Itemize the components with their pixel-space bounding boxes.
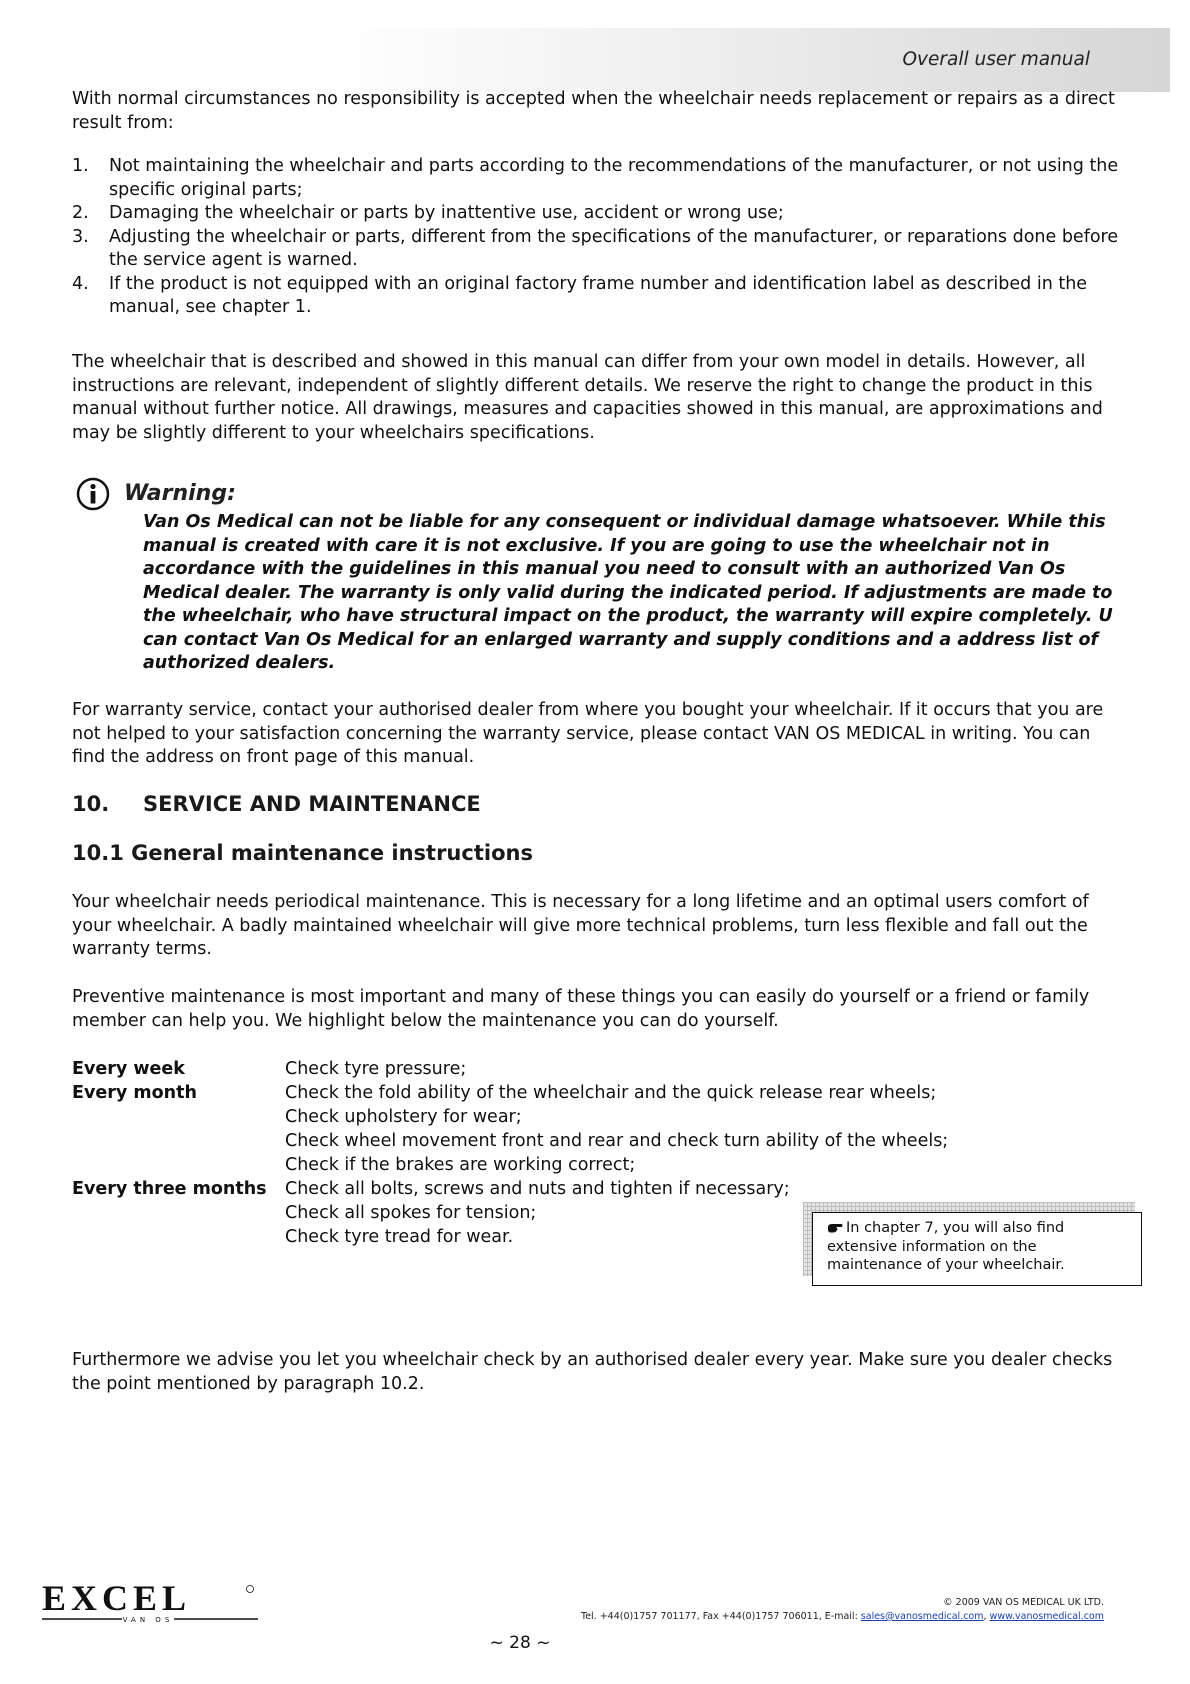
note-text: In chapter 7, you will also find extensive information on the maintenance of your wheelchair. bbox=[827, 1220, 1065, 1273]
footer-copyright: © 2009 VAN OS MEDICAL UK LTD. bbox=[943, 1597, 1104, 1608]
schedule-row: Every week Check tyre pressure; bbox=[72, 1059, 467, 1079]
email-link[interactable]: sales@vanosmedical.com bbox=[860, 1611, 984, 1622]
schedule-row: Check upholstery for wear; bbox=[285, 1107, 522, 1127]
preventive-paragraph: Preventive maintenance is most important and many of these things you can easily do yourself or a friend or family member can help you. We highlight below the maintenance you can do yourself. bbox=[72, 987, 1090, 1031]
pointing-hand-icon bbox=[827, 1223, 843, 1233]
website-link[interactable]: www.vanosmedical.com bbox=[989, 1611, 1104, 1622]
footer-contact: Tel. +44(0)1757 701177, Fax +44(0)1757 706011, E-mail: sales@vanosmedical.com, www.vanosmedical.com bbox=[581, 1611, 1104, 1622]
warning-text: Van Os Medical can not be liable for any consequent or individual damage whatsoever. While this manual is created with care it is not exclusive. If you are going to use the wheelchair not in accordance with the guidelines in this manual you need to consult with an authorized Van Os Medical dealer. The warranty is only valid during the indicated period. If adjustments are made to the wheelchair, who have structural impact on the product, the warranty will expire completely. U can contact Van Os Medical for an enlarged warranty and supply conditions and a address list of authorized dealers. bbox=[143, 512, 1113, 673]
schedule-row: Check tyre tread for wear. bbox=[285, 1227, 514, 1247]
schedule-row: Check all spokes for tension; bbox=[285, 1203, 537, 1223]
list-item: 2. Damaging the wheelchair or parts by inattentive use, accident or wrong use; bbox=[72, 203, 784, 223]
maintenance-intro-paragraph: Your wheelchair needs periodical maintenance. This is necessary for a long lifetime and an optimal users comfort of your wheelchair. A badly maintained wheelchair will give more technical problems, turn less flexible and fall out the warranty terms. bbox=[72, 892, 1089, 959]
running-header-title: Overall user manual bbox=[902, 49, 1090, 70]
page-number: ~ 28 ~ bbox=[489, 1633, 551, 1653]
info-icon bbox=[76, 477, 110, 511]
schedule-row: Check wheel movement front and rear and check turn ability of the wheels; bbox=[285, 1131, 949, 1151]
schedule-row: Check if the brakes are working correct; bbox=[285, 1155, 636, 1175]
schedule-row: Every three months Check all bolts, screws and nuts and tighten if necessary; bbox=[72, 1179, 790, 1199]
conditions-list bbox=[72, 155, 1122, 320]
warranty-service-paragraph: For warranty service, contact your authorised dealer from where you bought your wheelchair. If it occurs that you are not helped to your satisfaction concerning the warranty service, please contact VAN OS MEDICAL in writing. You can find the address on front page of this manual. bbox=[72, 700, 1104, 767]
subsection-heading: 10.1 General maintenance instructions bbox=[72, 841, 533, 865]
list-item: 3. Adjusting the wheelchair or parts, different from the specifications of the manufacturer, or reparations done before the service agent is warned. bbox=[72, 226, 1119, 270]
logo-wordmark: EXCEL bbox=[42, 1580, 192, 1618]
warning-title: Warning: bbox=[124, 481, 236, 506]
disclaimer-paragraph: The wheelchair that is described and showed in this manual can differ from your own model in details. However, all instructions are relevant, independent of slightly different details. We reserve the right to change the product in this manual without further notice. All drawings, measures and capacities showed in this manual, are approximations and may be slightly different to your wheelchairs specifications. bbox=[72, 352, 1103, 443]
excel-logo bbox=[40, 1580, 260, 1626]
note-box bbox=[812, 1212, 1142, 1286]
schedule-row: Every month Check the fold ability of the wheelchair and the quick release rear wheels; bbox=[72, 1083, 937, 1103]
closing-paragraph: Furthermore we advise you let you wheelchair check by an authorised dealer every year. Make sure you dealer checks the point mentioned by paragraph 10.2. bbox=[72, 1350, 1113, 1394]
logo-subtitle: VAN OS bbox=[122, 1616, 174, 1624]
list-item: 4. If the product is not equipped with an original factory frame number and identification label as described in the manual, see chapter 1. bbox=[72, 273, 1088, 317]
list-item: 1. Not maintaining the wheelchair and parts according to the recommendations of the manufacturer, or not using the specific original parts; bbox=[72, 156, 1119, 200]
section-heading: 10. SERVICE AND MAINTENANCE bbox=[72, 792, 481, 816]
intro-paragraph: With normal circumstances no responsibility is accepted when the wheelchair needs replacement or repairs as a direct result from: bbox=[72, 89, 1115, 133]
